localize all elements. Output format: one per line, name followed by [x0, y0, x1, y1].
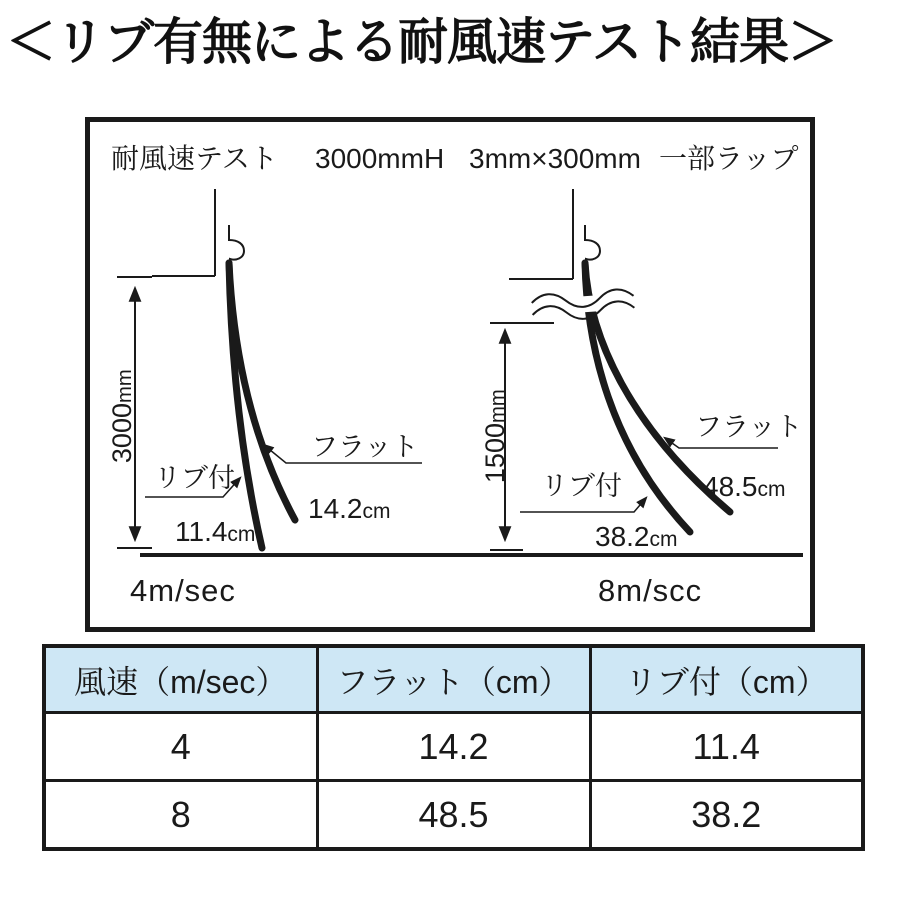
table-header-row — [44, 646, 863, 713]
right-hook — [585, 225, 600, 263]
left-dimension-label: 3000mm — [106, 369, 137, 464]
right-dimension-label: 1500mm — [479, 389, 510, 484]
col-header-rib: リブ付（cm） — [590, 646, 863, 713]
results-table — [42, 644, 865, 851]
left-flat-label: フラット — [311, 432, 419, 462]
left-flat-deflection: 14.2cm — [308, 493, 391, 524]
cell-rib: 11.4 — [590, 713, 863, 781]
right-wall — [509, 189, 573, 279]
right-wind-speed: 8m/scc — [598, 573, 703, 608]
cell-flat: 14.2 — [317, 713, 590, 781]
page-title: ＜リブ有無による耐風速テスト結果＞ — [6, 14, 837, 70]
left-hook — [229, 225, 244, 263]
cell-flat: 48.5 — [317, 781, 590, 850]
specimen-size-label: 3mm×300mm — [469, 143, 641, 174]
left-wind-speed: 4m/sec — [130, 573, 236, 608]
diagram-line-art — [90, 122, 810, 627]
right-rib-deflection: 38.2cm — [595, 521, 678, 552]
test-height-label: 3000mmH — [315, 143, 445, 174]
lap-label: 一部ラップ — [659, 143, 799, 174]
left-rib-deflection: 11.4cm — [175, 516, 256, 547]
test-name-label: 耐風速テスト — [111, 143, 278, 174]
right-rib-label: リブ付 — [541, 471, 622, 501]
col-header-wind-speed: 風速（m/sec） — [44, 646, 317, 713]
right-flat-deflection: 48.5cm — [703, 471, 786, 502]
right-flat-label: フラット — [695, 412, 803, 442]
left-rib-label: リブ付 — [154, 463, 235, 493]
table-row — [44, 713, 863, 781]
cell-wind-speed: 4 — [44, 713, 317, 781]
col-header-flat: フラット（cm） — [317, 646, 590, 713]
cell-wind-speed: 8 — [44, 781, 317, 850]
cell-rib: 38.2 — [590, 781, 863, 850]
wind-test-diagram — [85, 117, 815, 632]
left-wall — [152, 189, 215, 276]
table-row — [44, 781, 863, 850]
